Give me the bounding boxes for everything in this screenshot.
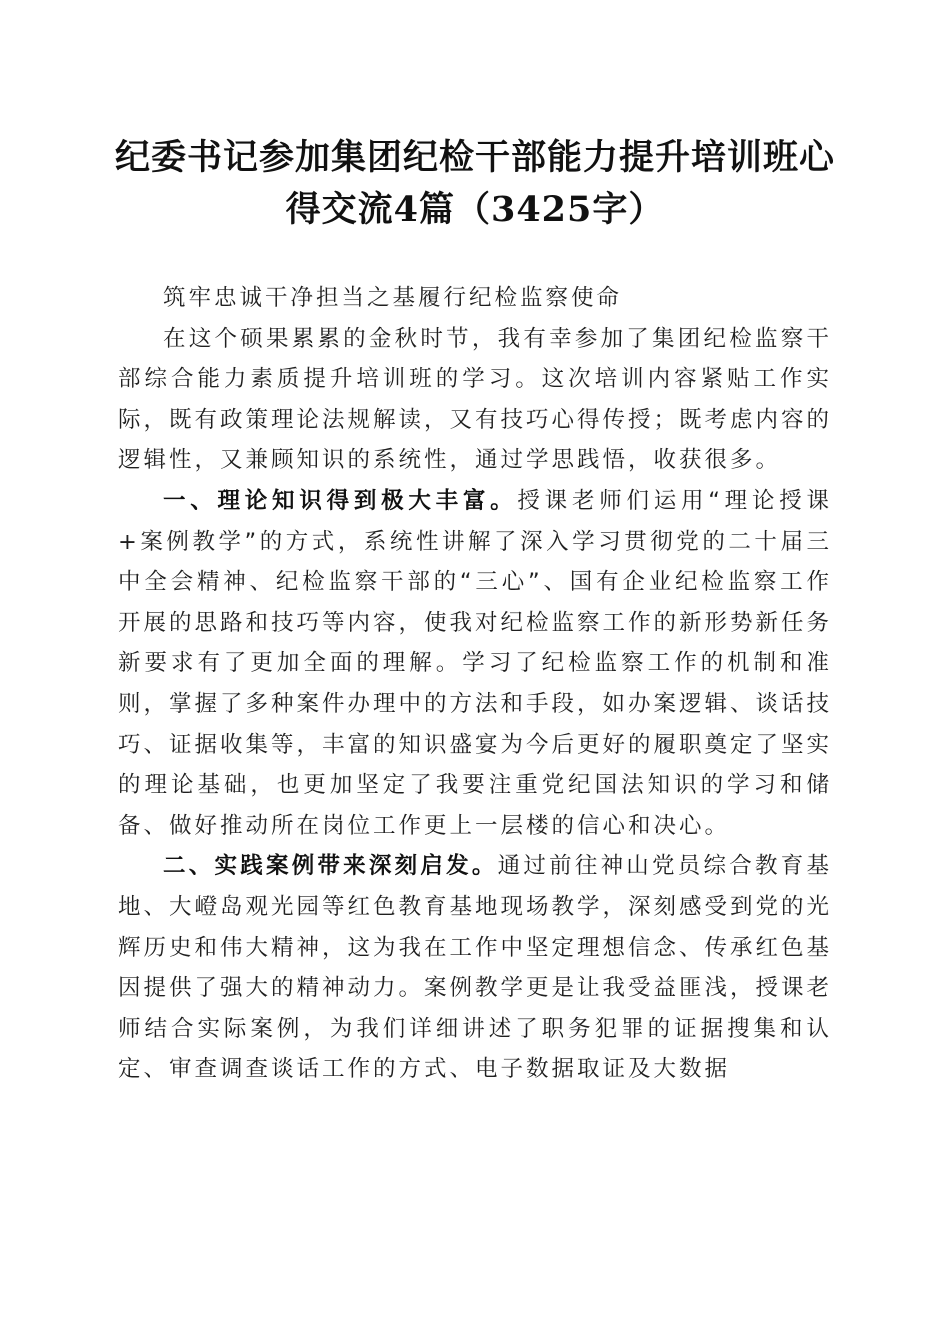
paragraph-text: 授课老师们运用“理论授课+案例教学”的方式，系统性讲解了深入学习贯彻党的二十届三中全会精神、纪检监察干部的“三心”、国有企业纪检监察工作开展的思路和技巧等内容，使我对纪检监察工作的新形势新任务新要求有了更加全面的理解。学习了纪检监察工作的机制和准则，掌握了多种案件办理中的方法和手段，如办案逻辑、谈话技巧、证据收集等，丰富的知识盛宴为今后更好的履职奠定了坚实的理论基础，也更加坚定了我要注重党纪国法知识的学习和储备、做好推动所在岗位工作更上一层楼的信心和决心。 (118, 487, 833, 839)
title-line-1: 纪委书记参加集团纪检干部能力提升培训班心 (114, 137, 835, 178)
paragraph-text: 通过前往神山党员综合教育基地、大嶝岛观光园等红色教育基地现场教学，深刻感受到党的光辉历史和伟大精神，这为我在工作中坚定理想信念、传承红色基因提供了强大的精神动力。案例教学更是让我受益匪浅，授课老师结合实际案例，为我们详细讲述了职务犯罪的证据搜集和认定、审查调查谈话工作的方式、电子数据取证及大数据 (118, 853, 833, 1083)
body-paragraph-section-1 (118, 481, 832, 846)
body-paragraph-intro (118, 319, 832, 481)
body-paragraph-section-2 (118, 846, 832, 1090)
section-heading: 二、实践案例带来深刻启发。 (163, 853, 498, 880)
document-body (118, 278, 832, 1090)
section-heading: 一、理论知识得到极大丰富。 (163, 487, 518, 514)
article-subtitle: 筑牢忠诚干净担当之基履行纪检监察使命 (163, 285, 623, 311)
paragraph-text: 在这个硕果累累的金秋时节，我有幸参加了集团纪检监察干部综合能力素质提升培训班的学习。这次培训内容紧贴工作实际，既有政策理论法规解读，又有技巧心得传授；既考虑内容的逻辑性，又兼顾知识的系统性，通过学思践悟，收获很多。 (118, 325, 833, 474)
title-line-2: 得交流4篇（3425字） (285, 189, 665, 230)
document-title (100, 132, 850, 236)
